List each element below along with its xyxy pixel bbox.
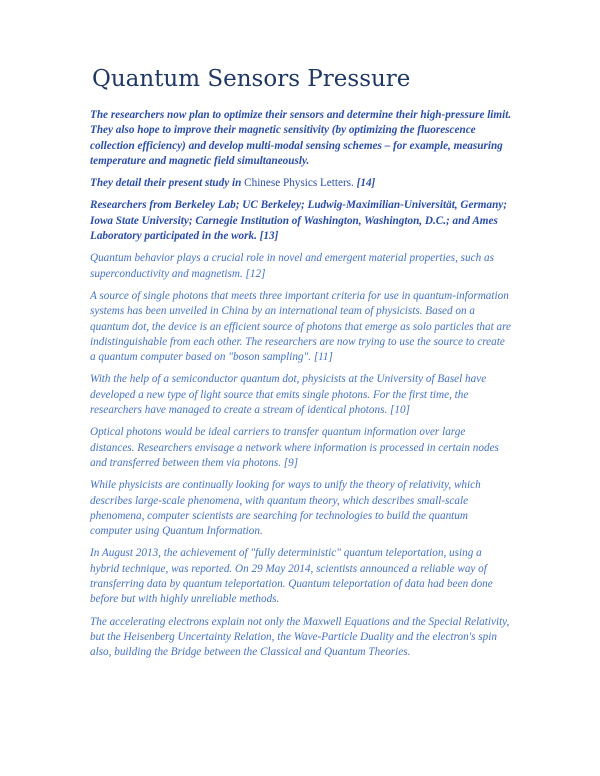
study-text: They detail their present study in: [90, 177, 245, 190]
paragraph-optical-photons: Optical photons would be ideal carriers to transfer quantum information over large distances. Researchers envisage a network where information is processed in certain nodes and transferred between them via photons. [9]: [90, 426, 499, 469]
paragraph-teleportation: In August 2013, the achievement of "fully deterministic" quantum teleportation, using a hybrid technique, was reported. On 29 May 2014, scientists announced a reliable way of transferring data by quantum teleportation. Quantum teleportation of data had been done before but with highly unreliable methods.: [90, 547, 493, 606]
paragraph-quantum-dot: With the help of a semiconductor quantum dot, physicists at the University of Basel have developed a new type of light source that emits single photons. For the first time, the researchers have managed to create a stream of identical photons. [10]: [90, 373, 487, 417]
page-title: Quantum Sensors Pressure: [92, 66, 411, 92]
document-body: [90, 108, 512, 668]
paragraph-accelerating-electrons: The accelerating electrons explain not only the Maxwell Equations and the Special Relativity, but the Heisenberg Uncertainty Relation, the Wave-Particle Duality and the electron's spin also, building the Bridge between the Classical and Quantum Theories.: [90, 615, 510, 659]
paragraph-study-reference: [90, 176, 512, 191]
journal-name: Chinese Physics Letters.: [244, 177, 354, 190]
citation-14: [14]: [353, 177, 376, 190]
paragraph-research-plans: The researchers now plan to optimize their sensors and determine their high-pressure limit. They also hope to improve their magnetic sensitivity (by optimizing the fluorescence collection efficiency) and develop multi-modal sensing schemes – for example, measuring temperature and magnetic field simultaneously.: [90, 109, 512, 167]
paragraph-institutions: Researchers from Berkeley Lab; UC Berkeley; Ludwig-Maximilian-Universität, Germany; Iowa State University; Carnegie Institution of Washington, Washington, D.C.; and Ames Laboratory participated in the work. [13]: [90, 199, 508, 243]
paragraph-single-photons: A source of single photons that meets three important criteria for use in quantum-information systems has been unveiled in China by an international team of physicists. Based on a quantum dot, the device is an efficient source of photons that emerge as solo particles that are indistinguishable from each other. The researchers are now trying to use the source to create a quantum computer based on "boson sampling". [11]: [90, 289, 512, 364]
paragraph-unify-theory: While physicists are continually looking for ways to unify the theory of relativity, which describes large-scale phenomena, with quantum theory, which describes small-scale phenomena, computer scientists are searching for technologies to build the quantum computer using Quantum Information.: [90, 479, 481, 538]
paragraph-quantum-behavior: Quantum behavior plays a crucial role in novel and emergent material properties, such as superconductivity and magnetism. [12]: [90, 252, 494, 280]
